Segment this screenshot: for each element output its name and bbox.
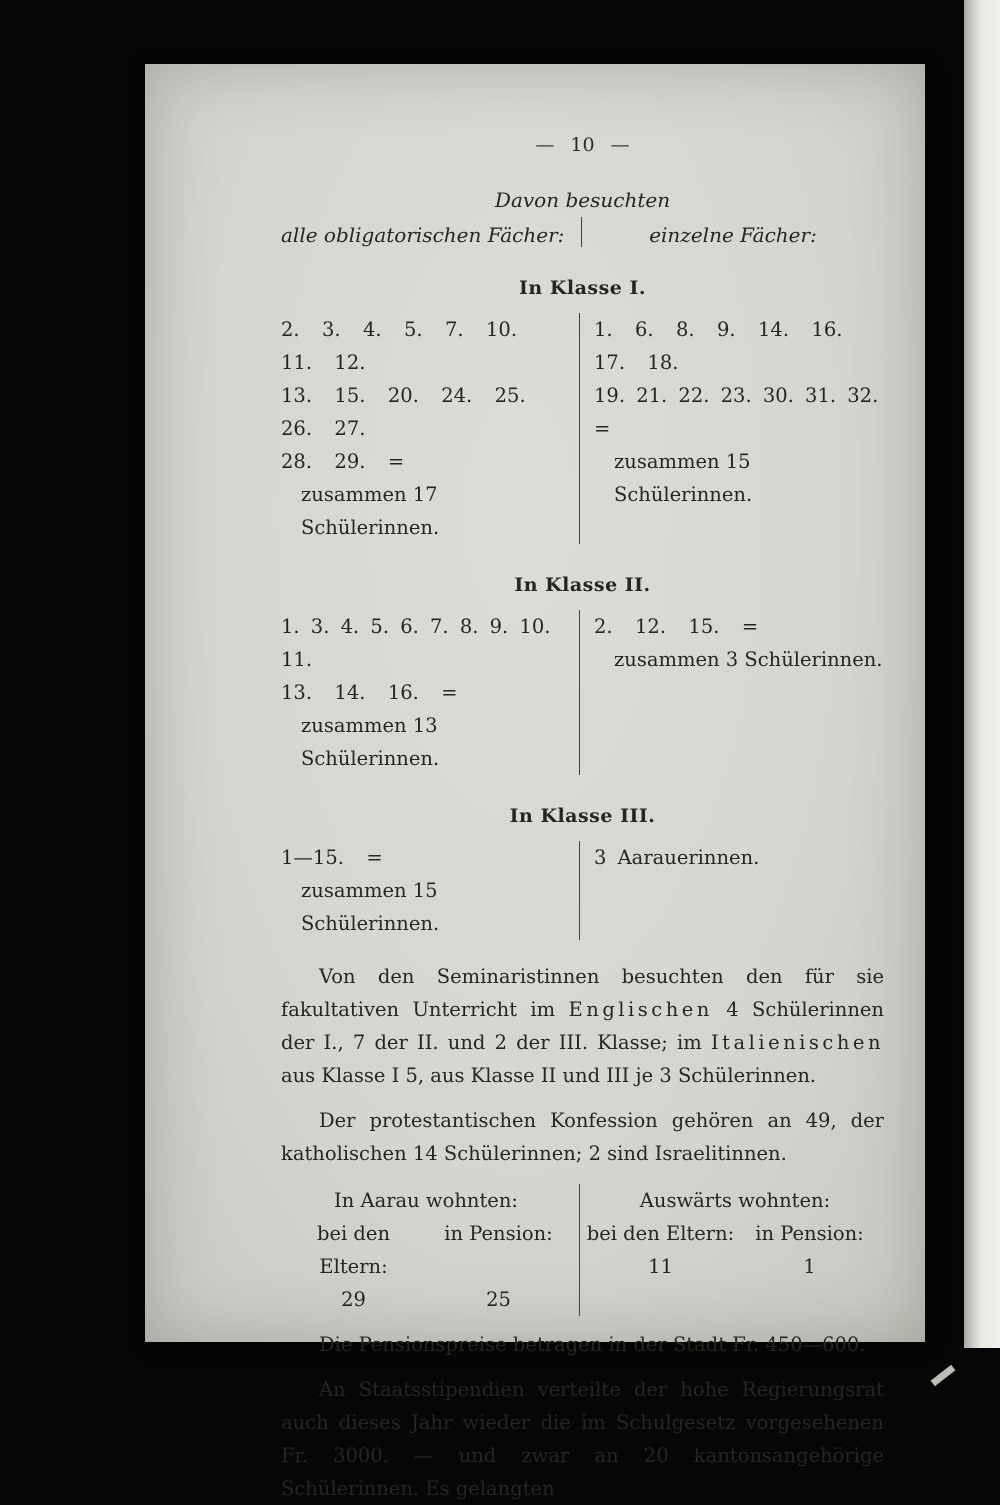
section-title-klasse-2: In Klasse II. [514, 574, 651, 596]
residence-left-column [281, 1184, 580, 1316]
summary-line: zusammen 13 Schülerinnen. [301, 714, 440, 770]
residence-label: bei den Eltern: [316, 1222, 391, 1278]
summary-line: zusammen 15 Schülerinnen. [614, 450, 753, 506]
residence-label: bei den Eltern: [586, 1222, 735, 1245]
klasse-3-left-column [281, 841, 580, 940]
residence-right-labels [586, 1217, 884, 1250]
intro-right-label: einzelne Fächer: [649, 223, 817, 247]
page-number [281, 134, 884, 156]
book-edge-strip [964, 0, 1000, 1348]
number-line: 3 Aarauerinnen. [594, 846, 760, 869]
paragraph-pensionspreise: Die Pensionspreise betragen in der Stadt Fr. 450—600. [319, 1333, 866, 1356]
section-title-klasse-3: In Klasse III. [509, 805, 656, 827]
document-page [145, 64, 925, 1500]
number-line: 1—15. = [281, 846, 383, 869]
klasse-2-left-column [281, 610, 580, 775]
section-klasse-2 [281, 574, 884, 775]
number-line: 2. 3. 4. 5. 7. 10. 11. 12. [281, 318, 540, 374]
klasse-1-right-column [580, 313, 890, 544]
residence-left-values [281, 1283, 571, 1316]
klasse-3-columns [281, 841, 884, 940]
klasse-1-columns [281, 313, 890, 544]
residence-right-values [586, 1250, 884, 1283]
klasse-1-left-column [281, 313, 580, 544]
paragraph-konfession: Der protestantischen Konfession gehören an 49, der katholischen 14 Schülerinnen; 2 sind Israelitinnen. [281, 1109, 884, 1165]
number-line: 1. 6. 8. 9. 14. 16. 17. 18. [594, 318, 865, 374]
intro-left-label: alle obligatorischen Fächer: [281, 223, 565, 247]
klasse-2-columns [281, 610, 884, 775]
page-content [145, 64, 925, 1505]
number-line: 2. 12. 15. = [594, 615, 759, 638]
klasse-2-right-column [580, 610, 884, 775]
section-title-klasse-1: In Klasse I. [519, 277, 646, 299]
summary-line: zusammen 3 Schülerinnen. [614, 648, 883, 671]
residence-value: 25 [486, 1288, 511, 1311]
paragraph-seminaristinnen [281, 960, 884, 1092]
page-number-value: 10 [570, 134, 595, 156]
paragraph-text: aus Klasse I 5, aus Klasse II und III je 3 Schülerinnen. [281, 1064, 817, 1087]
residence-label: in Pension: [755, 1222, 864, 1245]
paragraph-staatsstipendien: An Staatsstipendien verteilte der hohe Regierungsrat auch dieses Jahr wieder die im Schulgesetz vorgesehenen Fr. 3000. — und zwar an 20 kantonsangehörige Schülerinnen. Es gelangten [281, 1378, 884, 1500]
section-klasse-1 [281, 277, 890, 544]
residence-value: 11 [648, 1255, 673, 1278]
paragraph-text: Von den Seminaristinnen besuchten den für sie fakultativen Unterricht im [281, 965, 884, 1021]
section-klasse-3 [281, 805, 884, 940]
residence-right-title: Auswärts wohnten: [639, 1189, 831, 1212]
summary-line: zusammen 15 Schülerinnen. [301, 879, 440, 935]
residence-table [281, 1184, 884, 1316]
paragraph-text: 4 Schülerinnen der I., 7 der II. und 2 der III. Klasse; im [281, 998, 884, 1054]
number-line: 19. 21. 22. 23. 30. 31. 32. = [594, 384, 890, 440]
page-number-dash-right: — [610, 134, 630, 156]
summary-line: zusammen 17 Schülerinnen. [301, 483, 440, 539]
residence-value: 1 [803, 1255, 816, 1278]
residence-left-title: In Aarau wohnten: [334, 1189, 518, 1212]
klasse-3-right-column [580, 841, 884, 940]
intro-title: Davon besuchten [494, 188, 671, 212]
emphasis-italienischen: Italienischen [710, 1031, 884, 1054]
residence-right-column [580, 1184, 884, 1316]
residence-value: 29 [341, 1288, 366, 1311]
number-line: 13. 14. 16. = [281, 681, 458, 704]
corner-mark [931, 1365, 956, 1387]
residence-label: in Pension: [444, 1222, 553, 1245]
page-number-dash-left: — [535, 134, 555, 156]
emphasis-englischen: Englischen [568, 998, 713, 1021]
intro-labels [281, 217, 884, 247]
number-line: 28. 29. = [281, 450, 405, 473]
residence-left-labels [281, 1217, 571, 1283]
number-line: 1. 3. 4. 5. 6. 7. 8. 9. 10. 11. [281, 615, 562, 671]
number-line: 13. 15. 20. 24. 25. 26. 27. [281, 384, 549, 440]
